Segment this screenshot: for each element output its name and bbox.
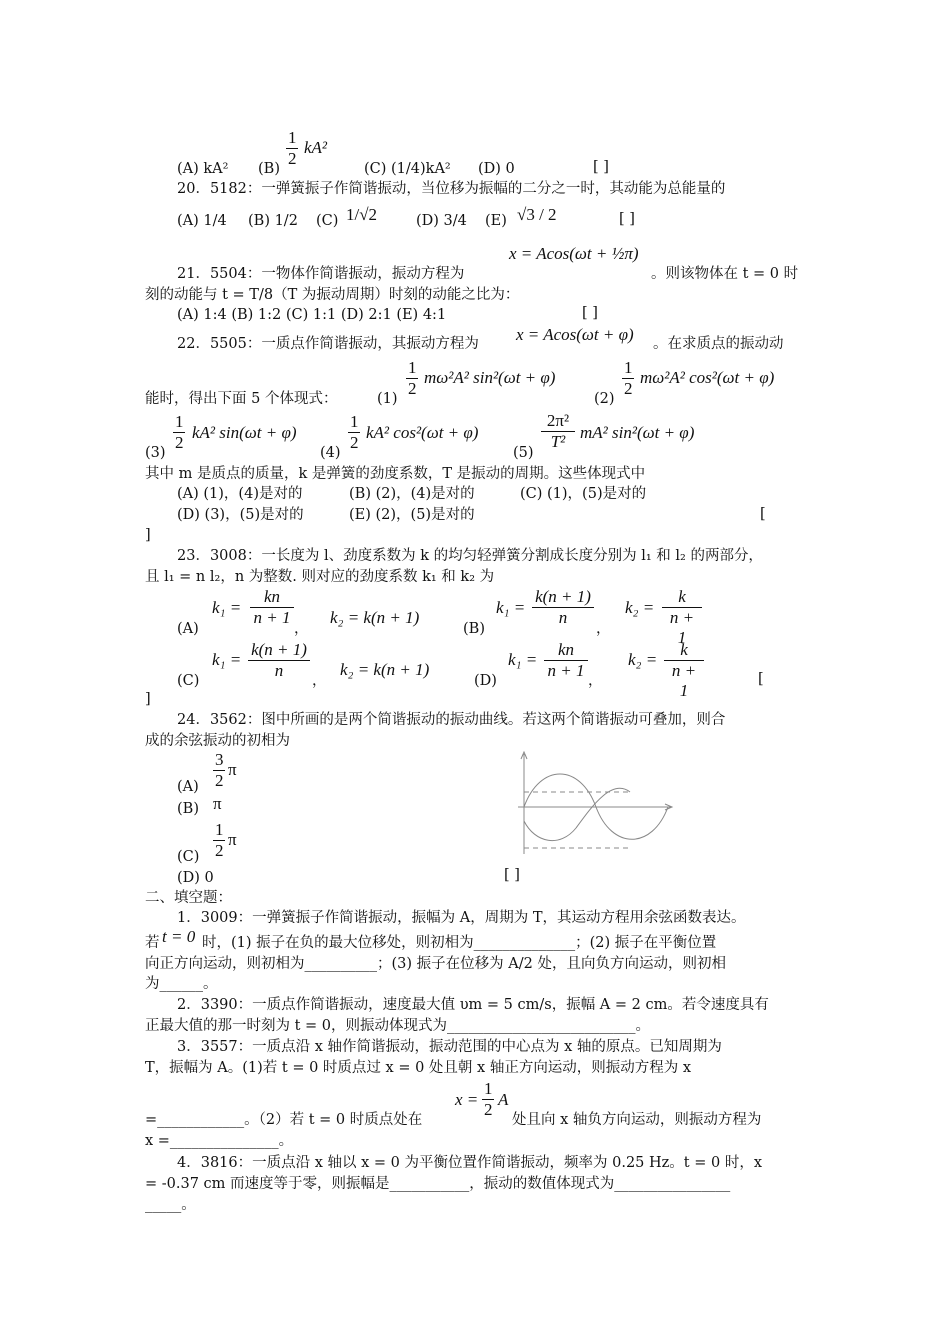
q22-stem-b: 。在求质点的振动动 (653, 336, 784, 352)
q23-option-d-label: (D) (474, 673, 497, 689)
q22-note: 其中 m 是质点的质量，k 是弹簧的劲度系数，T 是振动的周期。这些体现式中 (145, 466, 646, 482)
q22-expr1-label: (1) (377, 391, 398, 407)
q23-option-a-label: (A) (177, 621, 199, 637)
fraction-numerator: 2π² (541, 411, 575, 432)
q22-option-e: (E) (2)，(5)是对的 (349, 507, 475, 523)
q23-d-k1: k₁ = (508, 650, 538, 669)
q23-c-comma: ， (312, 673, 327, 689)
q19-option-d: (D) 0 (478, 161, 515, 177)
q22-expr5: mA² sin²(ωt + φ) (580, 423, 695, 442)
q22-stem-c: 能时，得出下面 5 个体现式： (145, 391, 338, 407)
q22-formula: x = Acos(ωt + φ) (516, 325, 634, 344)
q23-a-k1: k₁ = (212, 598, 242, 617)
q23-d-k2: k₂ = (628, 650, 658, 669)
q20-option-d: (D) 3/4 (416, 213, 467, 229)
q22-option-a: (A) (1)，(4)是对的 (177, 486, 303, 502)
f3-line3b: 处且向 x 轴负方向运动，则振动方程为 (512, 1112, 762, 1128)
fraction-denominator: n + 1 (669, 608, 695, 647)
f1-line3: 向正方向运动，则初相为__________；(3) 振子在位移为 A/2 处，且向负方向运动，则初相 (145, 956, 726, 972)
q22-stem-a: 22．5505：一质点作简谐振动，其振动方程为 (177, 336, 479, 352)
q22-bracket-open: [ (760, 506, 766, 522)
fraction-denominator: n + 1 (671, 661, 697, 700)
q20-option-e: (E) (485, 213, 507, 229)
q24-option-d: (D) 0 (177, 870, 214, 886)
fraction-denominator: 2 (484, 1100, 493, 1119)
fraction-denominator: T² (550, 432, 566, 451)
fraction-denominator: 2 (215, 841, 224, 860)
q21-options: (A) 1:4 (B) 1:2 (C) 1:1 (D) 2:1 (E) 4:1 (177, 307, 447, 323)
section-title: 二、填空题： (145, 890, 232, 906)
q22-expr2-fraction (622, 358, 634, 399)
q24-option-c-pi: π (228, 830, 237, 849)
q22-expr5-label: (5) (513, 445, 534, 461)
fraction-numerator: 3 (215, 750, 224, 769)
fraction-denominator: 2 (408, 379, 417, 398)
q24-option-c: (C) (177, 849, 200, 865)
fraction-denominator: 2 (288, 149, 297, 168)
f1-line2b: 时，(1) 振子在负的最大位移处，则初相为______________；(2) 振子在平衡位置 (202, 935, 717, 951)
q23-b-k1: k₁ = (496, 598, 526, 617)
q23-stem-a: 23．3008：一长度为 l、劲度系数为 k 的均匀轻弹簧分割成长度分别为 l₁ 和 l₂ 的两部分， (177, 548, 763, 564)
f1-line1: 1．3009：一弹簧振子作简谐振动，振幅为 A，周期为 T，其运动方程用余弦函数表达。 (177, 910, 746, 926)
q23-a-k1-fraction (250, 587, 294, 628)
f3-line4: x =_______________。 (145, 1133, 294, 1149)
q22-option-d: (D) (3)，(5)是对的 (177, 507, 304, 523)
q23-c-k1: k₁ = (212, 650, 242, 669)
q20-option-c-expr: 1/√2 (346, 205, 378, 224)
q21-stem-b: 。则该物体在 t = 0 时 (651, 266, 799, 282)
q24-answer-bracket: [ ] (504, 867, 520, 883)
fraction-denominator: n (558, 608, 568, 627)
f3-formula-a: A (498, 1090, 509, 1109)
fraction-numerator: 1 (215, 820, 224, 839)
q23-b-comma: ， (596, 621, 611, 637)
q23-b-k2: k₂ = (625, 598, 655, 617)
q19-b-expr: kA² (304, 138, 328, 157)
q24-option-a-fraction (213, 750, 225, 791)
fraction-numerator: 1 (484, 1079, 493, 1098)
q22-expr2-label: (2) (594, 391, 615, 407)
q21-formula: x = Acos(ωt + ½π) (509, 244, 639, 263)
q23-stem-b: 且 l₁ = n l₂，n 为整数. 则对应的劲度系数 k₁ 和 k₂ 为 (145, 569, 495, 585)
q23-a-k2: k₂ = k(n + 1) (330, 608, 420, 627)
q23-option-b-label: (B) (463, 621, 485, 637)
fraction-denominator: 2 (350, 433, 359, 452)
q19-answer-bracket: [ ] (593, 159, 609, 175)
q24-stem-b: 成的余弦振动的初相为 (145, 733, 290, 749)
q20-option-c: (C) (316, 213, 339, 229)
q22-expr3: kA² sin(ωt + φ) (192, 423, 297, 442)
f3-line3a: =____________。（2）若 t = 0 时质点处在 (145, 1112, 423, 1128)
fraction-numerator: kn (250, 587, 294, 608)
fraction-denominator: 2 (215, 771, 224, 790)
q22-expr1: mω²A² sin²(ωt + φ) (424, 368, 556, 387)
q23-bracket-open: [ (758, 671, 764, 687)
q24-option-c-fraction (213, 820, 225, 861)
q24-stem-a: 24．3562：图中所画的是两个简谐振动的振动曲线。若这两个简谐振动可叠加，则合 (177, 712, 726, 728)
fraction-numerator: k(n + 1) (532, 587, 594, 608)
f2-line2: 正最大值的那一时刻为 t = 0，则振动体现式为__________________________。 (145, 1018, 651, 1034)
q20-option-b: (B) 1/2 (248, 213, 298, 229)
f1-line4: 为______。 (145, 976, 218, 992)
fraction-denominator: n (274, 661, 284, 680)
q23-option-c-label: (C) (177, 673, 200, 689)
q21-answer-bracket: [ ] (582, 305, 598, 321)
q23-bracket-close: ] (145, 691, 151, 707)
fraction-numerator: 1 (350, 412, 359, 431)
q22-option-c: (C) (1)，(5)是对的 (520, 486, 647, 502)
f4-line3: _____。 (145, 1197, 196, 1213)
q22-expr4-fraction (348, 412, 360, 453)
q24-option-a-pi: π (228, 760, 237, 779)
q22-expr4-label: (4) (320, 445, 341, 461)
q24-option-b: (B) (177, 801, 199, 817)
q24-option-b-pi: π (213, 794, 222, 813)
q20-answer-bracket: [ ] (619, 211, 635, 227)
q22-expr3-fraction (173, 412, 185, 453)
f4-line2: = -0.37 cm 而速度等于零，则振幅是___________，振动的数值体现式为________________ (145, 1176, 731, 1192)
q22-expr1-fraction (406, 358, 418, 399)
fraction-numerator: 1 (408, 358, 417, 377)
f2-line1: 2．3390：一质点作简谐振动，速度最大值 υm = 5 cm/s，振幅 A = 2 cm。若令速度具有 (177, 997, 769, 1013)
q21-stem-c: 刻的动能与 t = T/8（T 为振动周期）时刻的动能之比为： (145, 287, 520, 303)
q24-oscillation-figure (510, 748, 680, 860)
q22-bracket-close: ] (145, 527, 151, 543)
q19-option-a: (A) kA² (177, 161, 229, 177)
fraction-numerator: k (664, 640, 704, 661)
f1-t0: t = 0 (162, 927, 196, 946)
fraction-denominator: n + 1 (547, 661, 585, 680)
f3-formula-x: x = (455, 1090, 479, 1109)
q23-a-comma: ， (294, 621, 309, 637)
q19-option-c: (C) (1/4)kA² (364, 161, 451, 177)
f3-line2: T，振幅为 A。(1)若 t = 0 时质点过 x = 0 处且朝 x 轴正方向运动，则振动方程为 x (145, 1060, 692, 1076)
f3-formula-fraction (482, 1079, 494, 1120)
fraction-denominator: n + 1 (253, 608, 291, 627)
q23-d-k1-fraction (544, 640, 588, 681)
fraction-numerator: 1 (175, 412, 184, 431)
q21-stem-a: 21．5504：一物体作简谐振动，振动方程为 (177, 266, 465, 282)
q23-c-k1-fraction (248, 640, 310, 681)
fraction-numerator: kn (544, 640, 588, 661)
q23-b-k2-fraction (662, 587, 702, 648)
q23-d-k2-fraction (664, 640, 704, 701)
f4-line1: 4．3816：一质点沿 x 轴以 x = 0 为平衡位置作简谐振动，频率为 0.25 Hz。t = 0 时，x (177, 1155, 763, 1171)
q22-option-b: (B) (2)，(4)是对的 (349, 486, 475, 502)
fraction-numerator: 1 (624, 358, 633, 377)
q24-option-a: (A) (177, 779, 199, 795)
f3-line1: 3．3557：一质点沿 x 轴作简谐振动，振动范围的中心点为 x 轴的原点。已知周期为 (177, 1039, 722, 1055)
q22-expr5-fraction (541, 411, 575, 452)
q20-option-e-expr: √3 / 2 (517, 205, 557, 224)
fraction-denominator: 2 (175, 433, 184, 452)
q23-b-k1-fraction (532, 587, 594, 628)
fraction-numerator: k(n + 1) (248, 640, 310, 661)
q20-option-a: (A) 1/4 (177, 213, 227, 229)
fraction-numerator: 1 (288, 128, 297, 147)
q23-c-k2: k₂ = k(n + 1) (340, 660, 430, 679)
q22-expr4: kA² cos²(ωt + φ) (366, 423, 479, 442)
fraction-numerator: k (662, 587, 702, 608)
fraction-denominator: 2 (624, 379, 633, 398)
q23-d-comma: ， (588, 673, 603, 689)
q19-option-b: (B) (258, 161, 280, 177)
q22-expr3-label: (3) (145, 445, 166, 461)
q22-expr2: mω²A² cos²(ωt + φ) (640, 368, 775, 387)
f1-line2a: 若 (145, 935, 160, 951)
q20-stem: 20．5182：一弹簧振子作简谐振动，当位移为振幅的二分之一时，其动能为总能量的 (177, 181, 726, 197)
q19-b-fraction (286, 128, 298, 169)
